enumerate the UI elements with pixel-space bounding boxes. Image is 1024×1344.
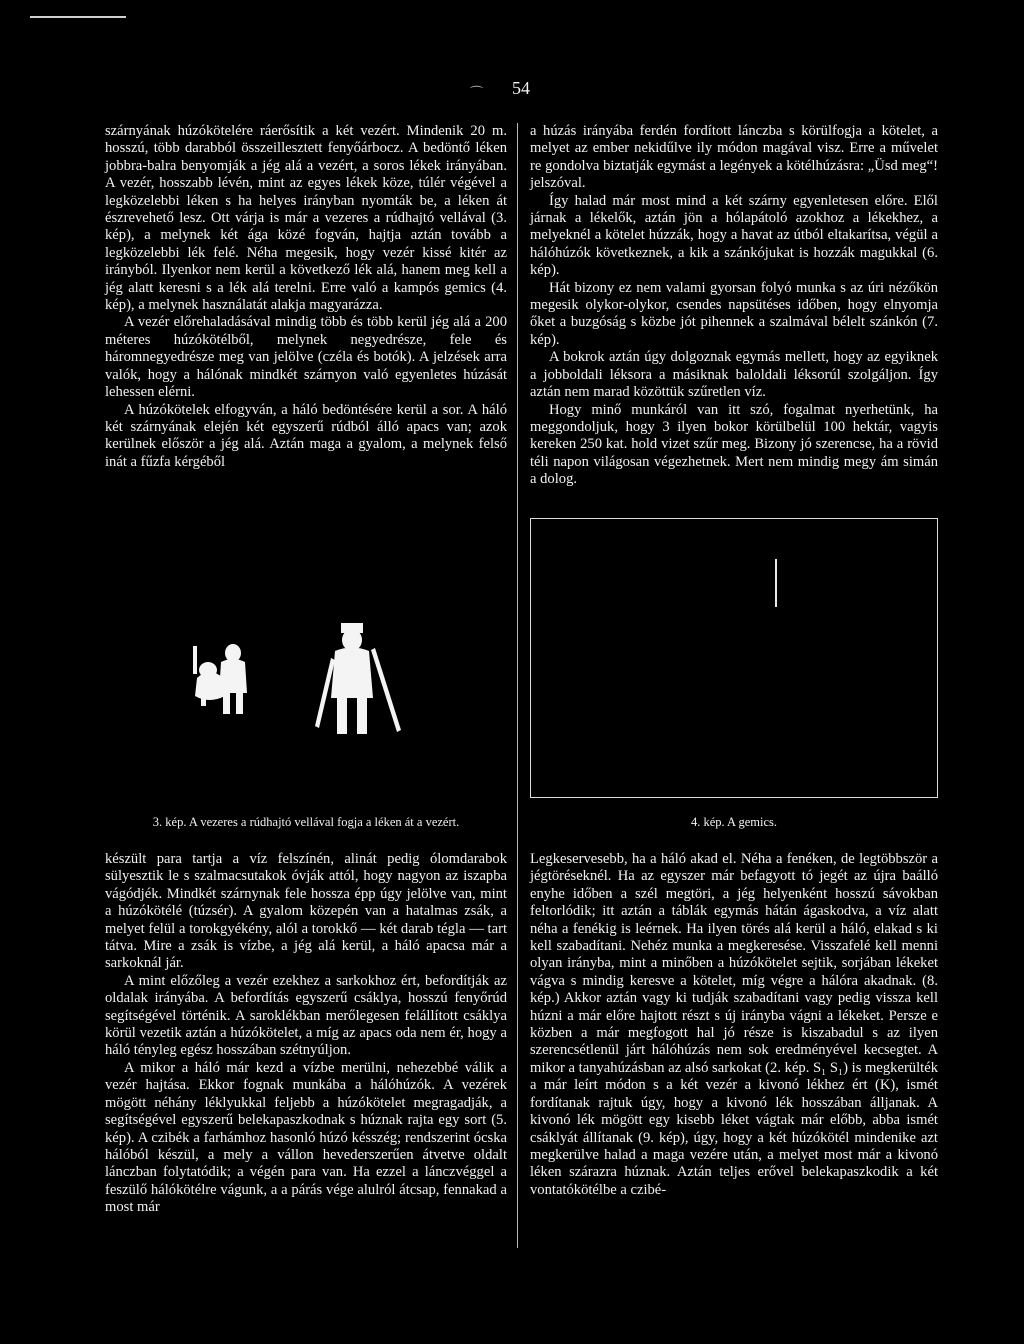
ornament-icon: ⌒ — [470, 85, 484, 100]
figure-4-gemics — [531, 519, 937, 797]
pole-left — [193, 646, 197, 674]
paragraph: A húzókötelek elfogyván, a háló bedöntésére kerül a sor. A háló két szárnyának elején két egyszerű rúdból álló apacs van; azok kerülnek először a jég alá. Aztán maga a gyalom, a melynek felső inát a fűzfa kérgéből — [105, 401, 507, 470]
paragraph: a húzás irányába ferdén fordított lánczba s körülfogja a kötelet, a melyet az ember nekidűlve ily módon magával visz. Erre a művelet re gondolva biztatják egymást a legények a kötélhúzásra: „Üsd meg“! jelszóval. — [530, 123, 938, 192]
paragraph: szárnyának húzókötelére ráerősítik a két vezért. Mindenik 20 m. hosszú, több darabból összeillesztett fenyőárbocz. A bedöntő léken jobbra-balra benyomják a jég alá a vezért, a soros lékek irányában. A vezér, hosszabb lévén, mint az egyes lékek köze, túlér végével a legközelebbi léken s ha helyes irányban nyomták be, a léken át észrevehető lesz. Ott várja is már a vezeres a rúdhajtó vellával (3. kép), a melynek két ága közé fogván, hajtja aztán tovább a legközelebbi lék felé. Néha megesik, hogy vezér kissé kitér az irányból. Ilyenkor nem kerül a következő lék alá, hanem meg kell a jég alatt keresni s a lék alá terelni. Erre való a kampós gemics (4. kép), a melynek használatát alakja magyarázza. — [105, 123, 507, 314]
figure-small-leg — [201, 694, 206, 706]
figure-3-silhouettes — [105, 518, 507, 798]
figure-3-caption: 3. kép. A vezeres a rúdhajtó vellával fogja a léken át a vezért. — [152, 815, 460, 829]
figure-mid-body — [219, 659, 247, 693]
page-header — [470, 78, 530, 100]
paragraph: A vezér előrehaladásával mindig több és több kerül jég alá a 200 méteres húzókötélből, melynek negyedrésze, fele és háromnegyedrésze meg van jelölve (czéla és botók). A jelzések arra valók, hogy a hálónak mindkét szárnyon való egyenletes húzását lehessen elérni. — [105, 314, 507, 401]
top-rule — [30, 16, 126, 18]
right-column-bottom — [530, 851, 938, 1199]
paragraph: A bokrok aztán úgy dolgoznak egymás mellett, hogy az egyiknek a jobboldali léksora a másiknak baloldali léksorúl szolgáljon. Így aztán nem marad közöttük szűretlen víz. — [530, 349, 938, 401]
figure-right-leg-left — [337, 696, 347, 734]
paragraph: Legkeservesebb, ha a háló akad el. Néha a fenéken, de legtöbbször a jégtöréseknél. Ha az egyszer már befagyott tó jegét az újra baálló enyhe időben a szél megtöri, a jég helyenként hosszú sávokban feltorlódik; itt aztán a táblák egymás hátán ágaskodva, a víz alatt néha a fenékig is leérnek. Ha ilyen törés alá kerül a háló, elakad s ki kell szabadítani. Nehéz munka a megkeresése. Visszafelé kell menni olyan irányba, mint a minőben a húzókötelet sejtik, sorjában lékeket vágva s mindig keresve a kötelet, míg végre a hálóra akadnak. (8. kép.) Akkor aztán vagy ki tudják szabadítani vagy pedig vissza kell húzni a már előre hajtott részt s új irányba vágni a lékeket. Persze e közben a már megfogott hal jó része is kiszabadul s az ilyen szerencsétlenül járt hálóhúzás nem sok eredményével kecsegtet. A mikor a tanyahúzásban az alsó sarkokat (2. kép. S₁ S₁) is megkerülték a már leírt módon s a két vezér a kivonó lékhez ért (K), ismét fordítanak rajtuk úgy, hogy a kivonó lék hosszában álljanak. A kivonó lék mögött egy kisebb léket vágtak már előbb, abba ismét csáklyát állítanak (9. kép), úgy, hogy a két húzókötél mindenike azt megkerülve halad a maga vezére után, a melyet most már a kivonó léken szárazra húznak. Aztán teljes erővel belekapaszkodik a két vontatókötélbe a czibé- — [530, 851, 938, 1198]
pole-right — [371, 648, 401, 732]
paragraph: A mikor a háló már kezd a vízbe merülni, nehezebbé válik a vezér hajtása. Ekkor fognak munkába a hálóhúzók. A vezérek mögött néhány léklyukkal feljebb a húzókötelet megragadják, a segítségével egyszerű belekapaszkodnak s húznak rajta egy sort (5. kép). A czibék a farhámhoz hasonló húzó késszég; rendszerint ócska hálóból készül, a mely a vállon hevederszerűen átvetve oldalt lánczban folytatódik; a végén para van. Ha ezzel a lánczvéggel a feszülő hálókötélre vágunk, a a párás vége alulról átcsap, fennakad a most már — [105, 1059, 507, 1216]
left-column-top — [105, 123, 507, 471]
paragraph: Hogy minő munkáról van itt szó, fogalmat nyerhetünk, ha meggondoljuk, hogy 3 ilyen bokor körülbelül 100 hektár, vagyis kereken 250 kat. hold vizet szűr meg. Bizony jó szerencse, ha a rövid téli napon világosan végezhetnek. Mert nem mindig megy ám simán a dolog. — [530, 401, 938, 488]
page-number: 54 — [512, 78, 530, 98]
column-divider — [517, 123, 518, 1248]
figure-4-photo — [530, 518, 938, 798]
paragraph: Így halad már most mind a két szárny egyenletesen előre. Elől járnak a lékelők, aztán jön a hólapátoló azokhoz a lékekhez, a melyeknél a kötelet húzzák, hogy a havat az útból eltakarítsa, végül a hálóhúzók következnek, a kik a szánkójukat is hozzák magukkal (6. kép). — [530, 192, 938, 279]
gemics-tool-shape — [775, 559, 777, 607]
figure-mid-leg-left — [223, 692, 230, 714]
figure-4-caption: 4. kép. A gemics. — [690, 815, 778, 829]
right-column-top — [530, 123, 938, 489]
left-column-bottom — [105, 851, 507, 1217]
paragraph: A mint előzőleg a vezér ezekhez a sarkokhoz ért, befordítják az oldalak irányába. A befordítás egyszerű csáklya, hosszú fenyőrúd segítségével történik. A saroklékban merőlegesen felállított csáklya körül vezetik aztán a húzókötelet, a míg az apacs oda nem ér, hogy a háló tényleg egész hosszában szétnyúljon. — [105, 972, 507, 1059]
figure-3-photo — [105, 518, 507, 798]
figure-right-leg-right — [357, 696, 367, 734]
paragraph: Hát bizony ez nem valami gyorsan folyó munka s az úri nézőkön megesik olykor-olykor, csendes napsütéses időben, hogy elnyomja őket a buzgóság s közbe jót pihennek a szalmával bélelt szánkón (7. kép). — [530, 279, 938, 348]
paragraph: készült para tartja a víz felszínén, alinát pedig ólomdarabok sülyesztik le s szalmacsutakok óvják attól, hogy nagyon az iszapba vágódjék. Mindkét szárnynak fele hossza épp úgy jelölve van, mint a húzókötélé (túzsér). A gyalom közepén van a hatalmas zsák, a melyet felül a torokgyékény, alól a torokkő — két darab tégla — tart tátva. Mire a zsák is vízbe, a jég alá kerül, a háló apacsa már a sarkoknál jár. — [105, 851, 507, 972]
figure-right-body — [331, 648, 373, 699]
figure-mid-leg-right — [236, 692, 243, 714]
